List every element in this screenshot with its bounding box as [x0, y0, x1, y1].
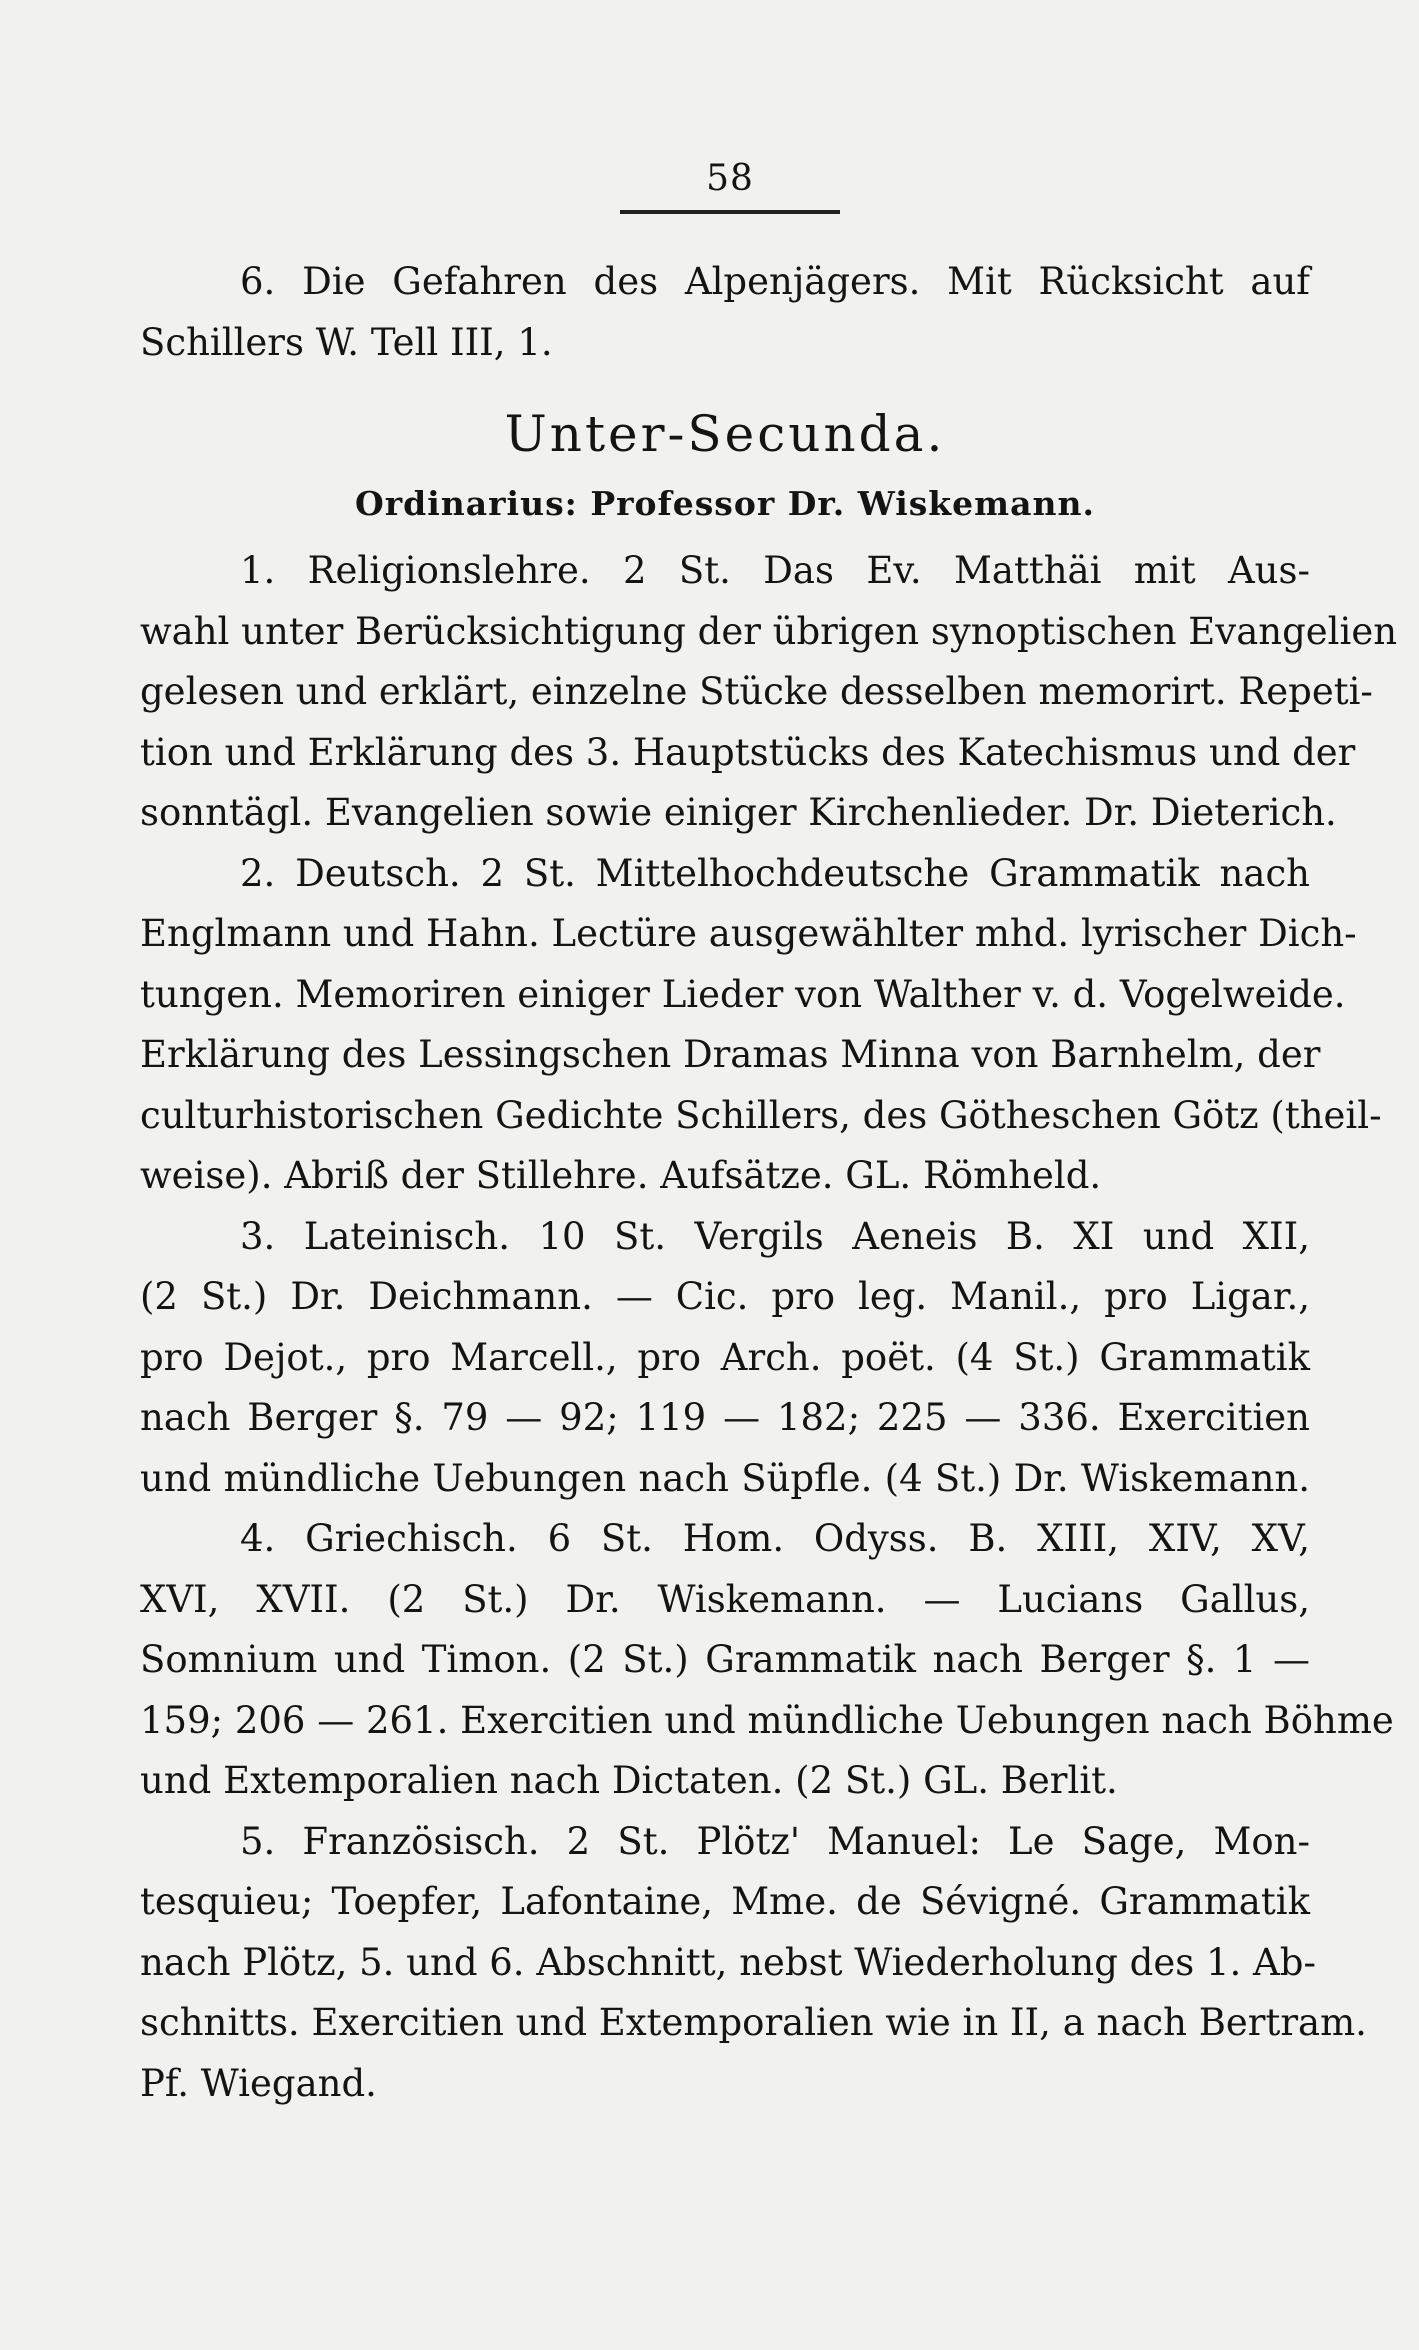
text-line: nach Berger §. 79 — 92; 119 — 182; 225 — 336. Exercitien — [140, 1396, 1310, 1439]
text-line: culturhistorischen Gedichte Schillers, des Götheschen Götz (theil- — [140, 1093, 1382, 1137]
text-line: wahl unter Berücksichtigung der übrigen synoptischen Evangelien — [140, 609, 1398, 653]
text-line: 6. Die Gefahren des Alpenjägers. Mit Rücksicht auf — [240, 260, 1310, 303]
header-rule — [620, 210, 840, 214]
text-line: XVI, XVII. (2 St.) Dr. Wiskemann. — Lucians Gallus, — [140, 1577, 1310, 1621]
section-heading: Unter-Secunda. — [504, 405, 946, 463]
text-line: Schillers W. Tell III, 1. — [140, 320, 553, 364]
text-line: 3. Lateinisch. 10 St. Vergils Aeneis B. XI und XII, — [240, 1214, 1310, 1258]
text-line: weise). Abriß der Stillehre. Aufsätze. GL. Römheld. — [140, 1154, 1102, 1197]
text-line: tungen. Memoriren einiger Lieder von Walther v. d. Vogelweide. — [140, 972, 1346, 1016]
ordinarius-line: Ordinarius: Professor Dr. Wiskemann. — [355, 484, 1095, 523]
text-line: Erklärung des Lessingschen Dramas Minna von Barnhelm, der — [140, 1033, 1321, 1076]
text-line: schnitts. Exercitien und Extemporalien wie in II, a nach Bertram. — [140, 2001, 1367, 2044]
text-line: und mündliche Uebungen nach Süpfle. (4 St.) Dr. Wiskemann. — [140, 1456, 1310, 1500]
text-line: Pf. Wiegand. — [140, 2061, 377, 2105]
page-body — [140, 252, 1398, 2114]
text-line: und Extemporalien nach Dictaten. (2 St.) GL. Berlit. — [140, 1759, 1118, 1802]
text-line: tesquieu; Toepfer, Lafontaine, Mme. de Sévigné. Grammatik — [140, 1880, 1310, 1923]
text-line: sonntägl. Evangelien sowie einiger Kirchenlieder. Dr. Dieterich. — [140, 791, 1337, 834]
text-line: Englmann und Hahn. Lectüre ausgewählter mhd. lyrischer Dich- — [140, 912, 1357, 955]
text-line: pro Dejot., pro Marcell., pro Arch. poët. (4 St.) Grammatik — [140, 1335, 1310, 1379]
text-line: 1. Religionslehre. 2 St. Das Ev. Matthäi mit Aus- — [240, 549, 1310, 592]
text-line: nach Plötz, 5. und 6. Abschnitt, nebst Wiederholung des 1. Ab- — [140, 1940, 1316, 1984]
text-line: 4. Griechisch. 6 St. Hom. Odyss. B. XIII, XIV, XV, — [240, 1517, 1310, 1560]
text-line: 5. Französisch. 2 St. Plötz' Manuel: Le Sage, Mon- — [240, 1819, 1310, 1863]
page-number: 58 — [706, 158, 754, 199]
text-line: Somnium und Timon. (2 St.) Grammatik nach Berger §. 1 — — [140, 1638, 1310, 1681]
text-line: 159; 206 — 261. Exercitien und mündliche Uebungen nach Böhme — [140, 1698, 1394, 1742]
text-line: (2 St.) Dr. Deichmann. — Cic. pro leg. Manil., pro Ligar., — [140, 1275, 1310, 1318]
text-line: gelesen und erklärt, einzelne Stücke desselben memorirt. Repeti- — [140, 670, 1373, 713]
text-line: 2. Deutsch. 2 St. Mittelhochdeutsche Grammatik nach — [240, 851, 1310, 895]
text-line: tion und Erklärung des 3. Hauptstücks des Katechismus und der — [140, 730, 1356, 774]
